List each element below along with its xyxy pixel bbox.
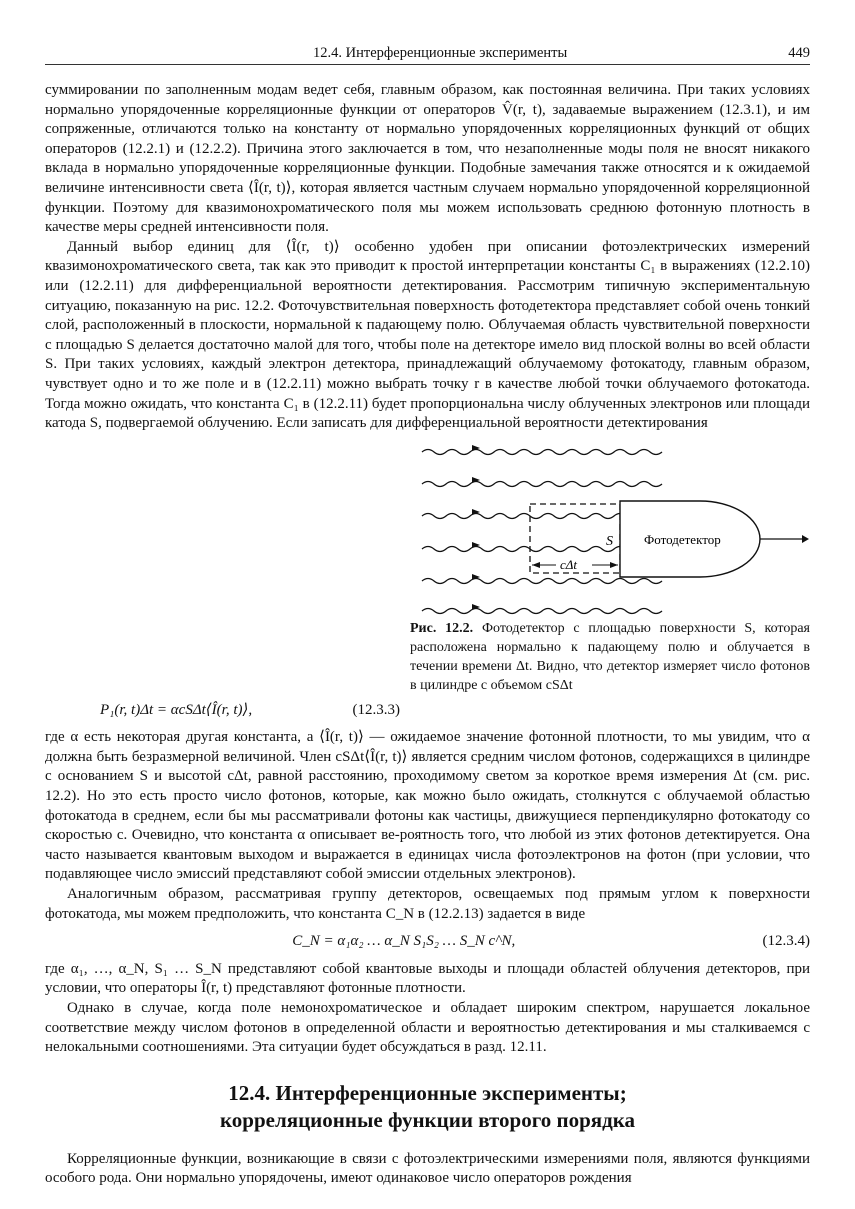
wave-line (422, 481, 662, 486)
page-number: 449 (788, 45, 810, 61)
paragraph: Корреляционные функции, возникающие в связи с фотоэлектрическими измерениями поля, являются функциями особого рода. Они нормально упорядочены, имеют одинаковое число операторов рождения (45, 1150, 810, 1187)
caption-id: Рис. 12.2. (410, 620, 474, 636)
arrowhead-icon (802, 535, 809, 543)
paragraph: суммировании по заполненным модам ведет себя, главным образом, как постоянная величина. При таких условиях нормально упорядоченные корреляционные функции от операторов V̂(r, t), задаваемые выражением (12.3.1), и им сопряженные, отличаются только на константу от нормально упорядоченных корреляционных функций от общих операторов (12.2.1) и (12.2.2). Причина этого заключается в том, что незаполненные моды поля не вносят никакого вклада в нормально упорядоченные корреляционные функции. Подобные замечания также относятся и к ожидаемой величине интенсивности света ⟨Î(r, t)⟩, которая является частным случаем нормально упорядоченной корреляционной функции. Поэтому для квазимонохроматического поля мы можем использовать среднюю фотонную плотность в качестве меры средней интенсивности поля. (45, 82, 810, 236)
area-label: S (606, 533, 613, 549)
equation-12-3-3: P₁(r, t)Δt = αcSΔt⟨Î(r, t)⟩, (100, 701, 253, 718)
paragraph-part: роятность того, что любой из этих фотонов детектируется. Она часто называется квантовым выходом и выражается в единицах числа фотоэлектронов на фотон (при условии, что подавляющее число эмиссий представляют собой эмиссии отдельных электронов). (45, 827, 810, 883)
figure-12-2-block (410, 434, 810, 695)
paragraph: Аналогичным образом, рассматривая группу детекторов, освещаемых под прямым углом к поверхности фотокатода, мы можем предположить, что константа C_N в (12.2.13) задается в виде (45, 886, 810, 922)
wave-line (422, 449, 662, 454)
detector-label: Фотодетектор (644, 531, 721, 547)
paragraph: Однако в случае, когда поле немонохроматическое и обладает широким спектром, нарушается локальное соответствие между числом фотонов в определенной области и вероятностью детектирования и мы сталкиваемся с нелокальными соотношениями. Эта ситуации будет обсуждаться в разд. 12.11. (45, 1000, 810, 1056)
heading-line: корреляционные функции второго порядка (219, 1107, 636, 1132)
arrowhead-icon (532, 562, 540, 568)
caption-text: Фотодетектор с площадью поверхности S, которая расположена нормально к падающему полю и облучается в течении времени Δt. Видно, что детектор измеряет число фотонов в цилиндре с объемом cSΔt (410, 620, 810, 693)
section-heading (45, 1080, 810, 1134)
paragraph-part: где α есть некоторая другая константа, а ⟨Î(r, t)⟩ — ожидаемое значение фотонной плотности, то мы увидим, что α должна быть безразмерной величиной. Член cSΔt⟨Î(r, t)⟩ является средним числом фотонов, содержащихся в цилиндре с основанием S и высотой cΔt, равной расстоянию, проходимому светом за короткое время измерения Δt (см. рис. 12.2). Но это есть просто число фотонов, которые, как можно было ожидать, столкнутся с облучаемой областью фотокатода в среднем, если бы мы рассматривали фотоны как частицы, движущиеся перпендикулярно фотокатоду со скоростью c. Очевидно, что константа α описывает ве- (45, 729, 810, 844)
paragraph: Данный выбор единиц для ⟨Î(r, t)⟩ особенно удобен при описании фотоэлектрических измерений квазимонохроматического света, так как это приводит к простой интерпретации константы C₁ в выражениях (12.2.10) или (12.2.11) для дифференциальной вероятности детектирования. Рассмотрим типичную экспериментальную ситуацию, показанную на рис. 12.2. Фоточувствительная поверхность фотодетектора представляет собой очень тонкий слой, расположенный в плоскости, нормальной к падающему полю. Облучаемая область чувствительной поверхности с площадью S делается достаточно малой для того, чтобы поле на детекторе имело вид плоской волны во всей области S. При таких условиях, каждый электрон детектора, принадлежащий облучаемому фотокатоду, главным образом, чувствует одно и то же поле и в (12.2.11) можно выбрать точку r в качестве любой точки облучаемого фотокатода. Тогда можно ожидать, что константа C₁ в (12.2.11) будет пропорциональна числу облученных электронов или площади катода S, подвергаемой облучению. Если записать для дифференциальной вероятности детектирования (45, 238, 810, 432)
figure-caption (410, 619, 810, 695)
equation-number: (12.3.4) (762, 933, 810, 950)
length-label: cΔt (560, 556, 578, 572)
equation-12-3-3-row (45, 701, 400, 721)
heading-line: 12.4. Интерференционные эксперименты; (228, 1080, 627, 1105)
equation-12-3-4-row (45, 932, 810, 952)
equation-12-3-4: C_N = α₁α₂ … α_N S₁S₂ … S_N c^N, (292, 933, 516, 950)
equation-number: (12.3.3) (352, 701, 400, 718)
figure-12-2 (410, 434, 810, 619)
running-header (45, 44, 810, 65)
header-section-title: 12.4. Интерференционные эксперименты (313, 45, 568, 61)
paragraph: где α₁, …, α_N, S₁ … S_N представляют собой квантовые выходы и площади областей облучения детекторов, при условии, что операторы Î(r, t) представляют фотонные плотности. (45, 960, 810, 997)
wave-line (422, 578, 662, 583)
wave-line (422, 608, 662, 613)
arrowhead-icon (610, 562, 618, 568)
paragraph (45, 728, 810, 885)
